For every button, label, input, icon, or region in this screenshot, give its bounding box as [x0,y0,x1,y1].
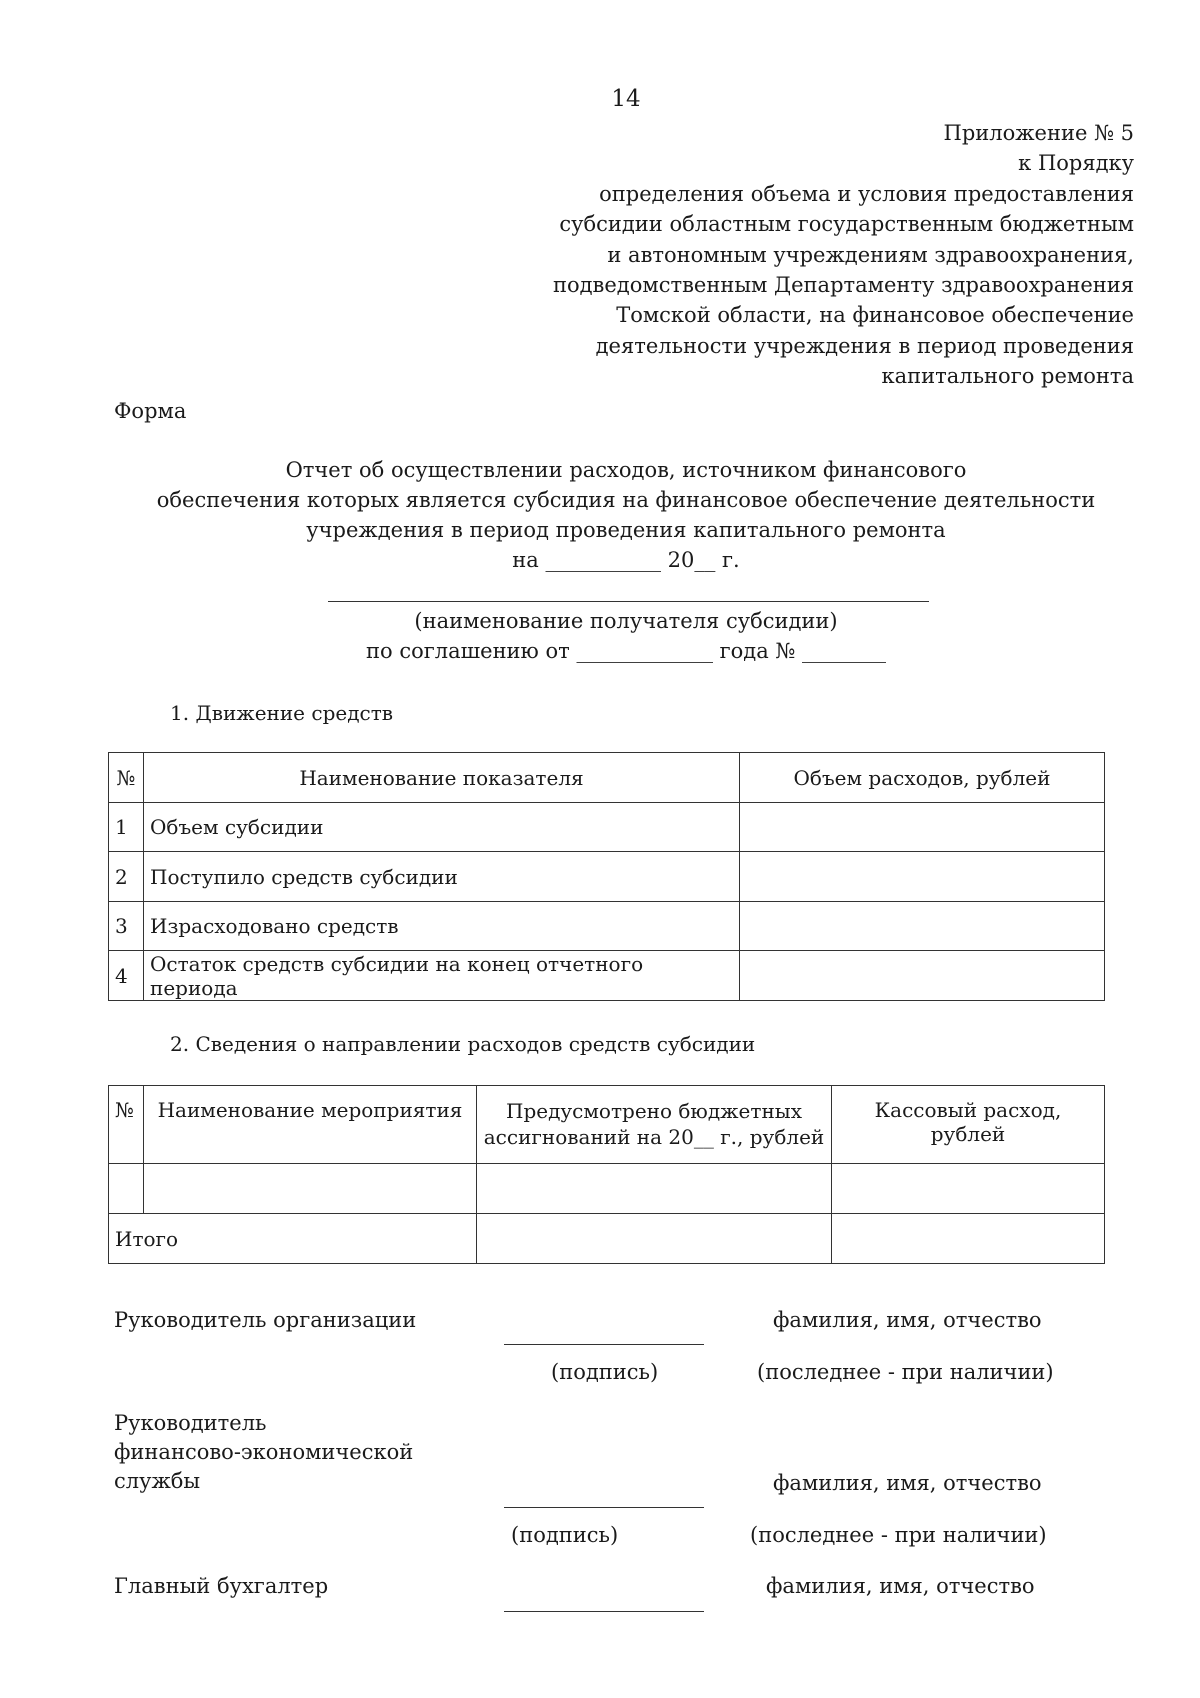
head-fin-line: службы [114,1469,201,1493]
annex-line: определения объема и условия предоставления [599,181,1134,206]
agreement-line: по соглашению от _____________ года № ________ [366,639,886,663]
total-cash [832,1214,1105,1264]
table-row [109,951,1105,1001]
row-name: Поступило средств субсидии [144,852,740,902]
chief-accountant-label: Главный бухгалтер [114,1574,329,1598]
signature-caption: (подпись) [551,1360,659,1384]
header-budget-line: Предусмотрено бюджетных [506,1099,802,1123]
section1-heading: 1. Движение средств [170,701,394,725]
table-row [109,1164,1105,1214]
header-num: № [109,753,144,803]
table-row [109,852,1105,902]
page-number: 14 [611,86,641,112]
row-name: Остаток средств субсидии на конец отчетного периода [144,951,740,1001]
recipient-caption: (наименование получателя субсидии) [414,609,838,633]
header-budget [477,1086,832,1164]
row-value [740,902,1105,951]
row-num: 1 [109,803,144,852]
row-value [740,803,1105,852]
annex-line: и автономным учреждениям здравоохранения, [607,242,1134,267]
signature-caption: (подпись) [511,1523,619,1547]
table-row [109,803,1105,852]
form-label: Форма [114,399,187,423]
row-name: Объем субсидии [144,803,740,852]
total-row [109,1214,1105,1264]
row-value [740,951,1105,1001]
row-num: 2 [109,852,144,902]
head-fin-label [114,1409,413,1496]
head-org-label: Руководитель организации [114,1308,417,1332]
annex-line: к Порядку [1018,151,1134,176]
header-cash: Кассовый расход, рублей [832,1086,1105,1164]
funds-movement-table [108,752,1105,1001]
signature-line [504,1507,704,1508]
annex-line: деятельности учреждения в период проведения [595,333,1134,358]
fio-label: фамилия, имя, отчество [766,1574,1035,1598]
signature-line [504,1611,704,1612]
table-header-row [109,753,1105,803]
total-budget [477,1214,832,1264]
report-title [0,455,1200,575]
total-label: Итого [109,1214,477,1264]
row-value [740,852,1105,902]
header-amount: Объем расходов, рублей [740,753,1105,803]
header-budget-line: ассигнований на 20__ г., рублей [483,1125,825,1149]
row-num [109,1164,144,1214]
fio-label: фамилия, имя, отчество [773,1308,1042,1332]
section2-heading: 2. Сведения о направлении расходов средств субсидии [170,1032,756,1056]
row-cash [832,1164,1105,1214]
report-title-line: учреждения в период проведения капитального ремонта [306,518,946,542]
report-date-line: на ___________ 20__ г. [512,548,740,572]
annex-line: Томской области, на финансовое обеспечение [616,303,1134,328]
table-header-row [109,1086,1105,1164]
header-indicator: Наименование показателя [144,753,740,803]
patronymic-note: (последнее - при наличии) [750,1523,1047,1547]
table-row [109,902,1105,951]
head-fin-line: финансово-экономической [114,1440,414,1464]
header-num: № [109,1086,144,1164]
header-event: Наименование мероприятия [144,1086,477,1164]
annex-line: Приложение № 5 [943,121,1134,145]
row-name: Израсходовано средств [144,902,740,951]
row-num: 3 [109,902,144,951]
row-event [144,1164,477,1214]
annex-line: капитального ремонта [881,364,1134,389]
fio-label: фамилия, имя, отчество [773,1471,1042,1495]
report-title-line: обеспечения которых является субсидия на финансовое обеспечение деятельности [156,488,1096,512]
row-budget [477,1164,832,1214]
annex-block [553,118,1134,392]
recipient-name-line [328,601,929,602]
patronymic-note: (последнее - при наличии) [757,1360,1054,1384]
report-title-line: Отчет об осуществлении расходов, источником финансового [285,458,967,482]
signature-line [504,1344,704,1345]
row-num: 4 [109,951,144,1001]
annex-line: субсидии областным государственным бюджетным [559,212,1134,237]
annex-line: подведомственным Департаменту здравоохранения [552,273,1134,298]
expenses-table [108,1085,1105,1264]
head-fin-line: Руководитель [114,1411,267,1435]
